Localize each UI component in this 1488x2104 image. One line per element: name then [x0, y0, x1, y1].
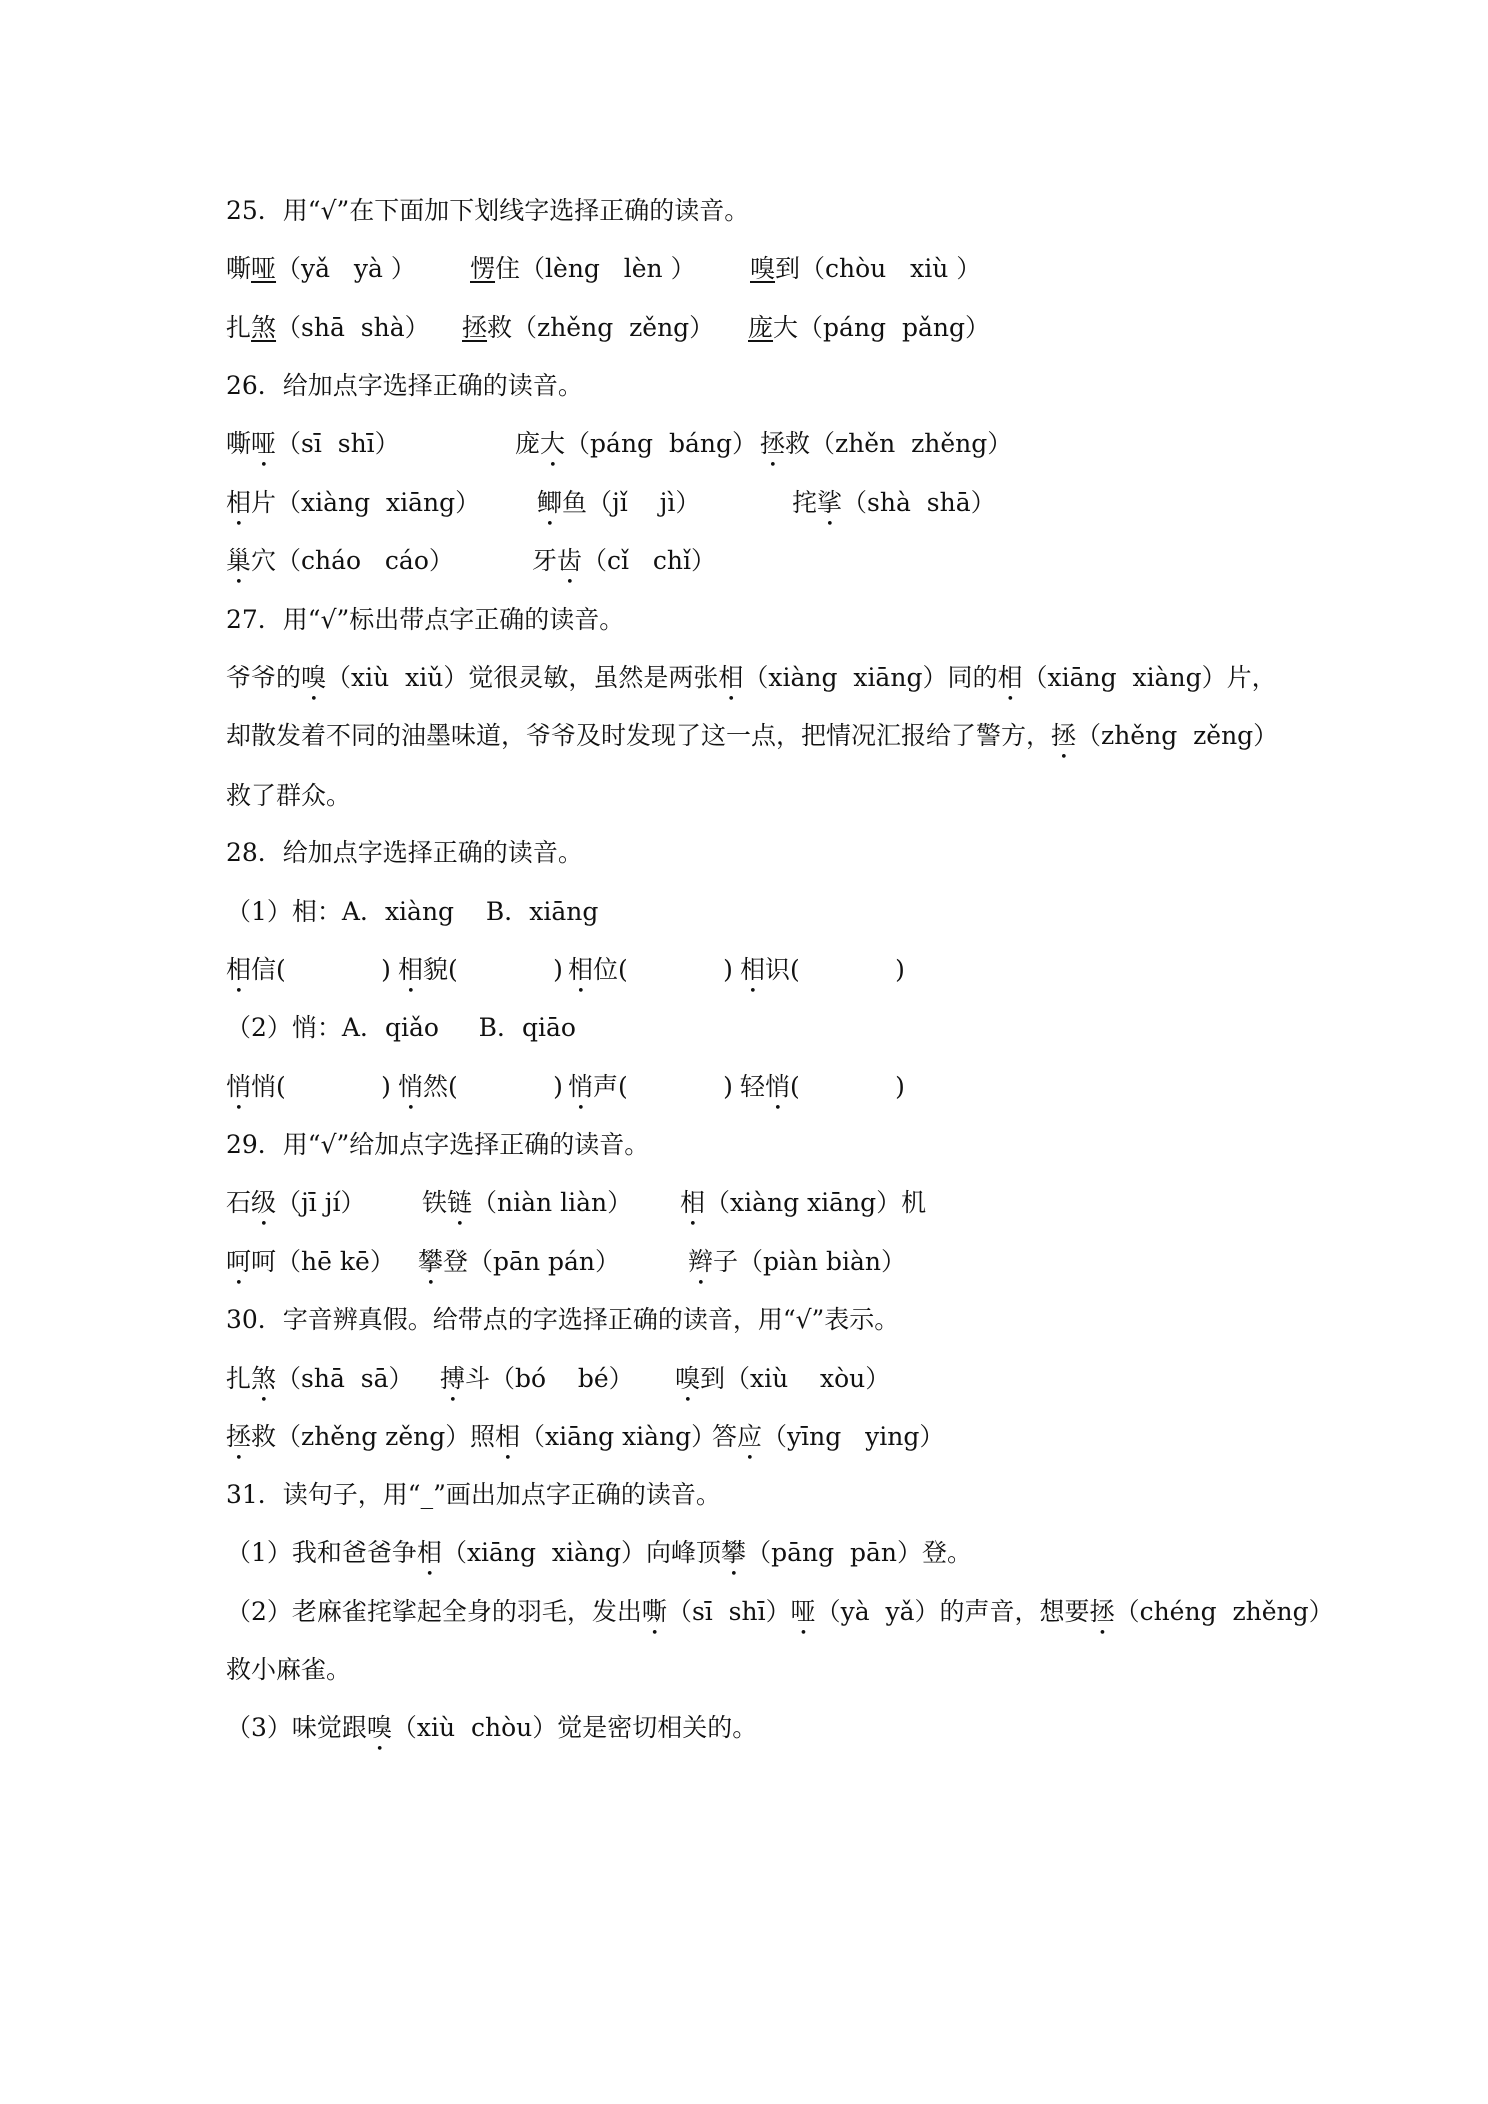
q26-item-8: 牙齿（cǐ chǐ） — [532, 546, 716, 575]
q25-item-6: 庞大（páng pǎng） — [748, 313, 990, 342]
q25-item-3: 嗅到（chòu xiù ） — [750, 254, 982, 283]
q29-stem: 29．用“√”给加点字选择正确的读音。 — [226, 1130, 650, 1159]
q31-sentence-3: （3）味觉跟嗅（xiù chòu）觉是密切相关的。 — [226, 1713, 758, 1742]
q28-blank-7: 悄声( ) — [568, 1072, 733, 1101]
q25-item-4: 扎煞（shā shà） — [226, 313, 430, 342]
q30-stem: 30．字音辨真假。给带点的字选择正确的读音，用“√”表示。 — [226, 1305, 900, 1334]
q31-sentence-1: （1）我和爸爸争相（xiāng xiàng）向峰顶攀（pāng pān）登。 — [226, 1538, 972, 1567]
q25-item-5: 拯救（zhěng zěng） — [462, 313, 715, 342]
q30-item-6: 答应（yīng ying） — [712, 1422, 945, 1451]
q29-item-1: 石级（jī jí） — [226, 1188, 366, 1217]
q27-stem: 27．用“√”标出带点字正确的读音。 — [226, 605, 625, 634]
q26-item-2: 庞大（páng báng） — [515, 429, 757, 458]
q28-stem: 28．给加点字选择正确的读音。 — [226, 838, 583, 867]
q28-blank-6: 悄然( ) — [398, 1072, 563, 1101]
q28-blank-5: 悄悄( ) — [226, 1072, 391, 1101]
q29-item-6: 辫子（piàn biàn） — [688, 1247, 906, 1276]
q26-item-4: 相片（xiàng xiāng） — [226, 488, 481, 517]
q31-stem: 31．读句子，用“_”画出加点字正确的读音。 — [226, 1480, 721, 1509]
q29-item-5: 攀登（pān pán） — [418, 1247, 620, 1276]
q27-line-3: 救了群众。 — [226, 781, 352, 810]
q29-item-4: 呵呵（hē kē） — [226, 1247, 395, 1276]
q26-item-6: 挓挲（shà shā） — [792, 488, 996, 517]
q25-item-1: 嘶哑（yǎ yà ） — [226, 254, 416, 283]
q26-item-1: 嘶哑（sī shī） — [226, 429, 400, 458]
q28-part-1: （1）相：A．xiàng B．xiāng — [226, 897, 599, 926]
q30-item-4: 拯救（zhěng zěng） — [226, 1422, 471, 1451]
q28-blank-4: 相识( ) — [740, 955, 905, 984]
q29-item-2: 铁链（niàn liàn） — [422, 1188, 633, 1217]
q28-part-2: （2）悄：A．qiǎo B．qiāo — [226, 1013, 576, 1042]
q31-sentence-2-cont: 救小麻雀。 — [226, 1655, 352, 1684]
q25-stem: 25．用“√”在下面加下划线字选择正确的读音。 — [226, 196, 750, 225]
q30-item-5: 照相（xiāng xiàng） — [470, 1422, 717, 1451]
q26-item-7: 巢穴（cháo cáo） — [226, 546, 454, 575]
q25-item-2: 愣住（lèng lèn ） — [470, 254, 696, 283]
q29-item-3: 相（xiàng xiāng）机 — [680, 1188, 927, 1217]
q27-line-1: 爷爷的嗅（xiù xiǔ）觉很灵敏，虽然是两张相（xiàng xiāng）同的相（xiāng xiàng）片， — [226, 663, 1277, 692]
q26-stem: 26．给加点字选择正确的读音。 — [226, 371, 583, 400]
q30-item-2: 搏斗（bó bé） — [440, 1364, 634, 1393]
q26-item-3: 拯救（zhěn zhěng） — [760, 429, 1013, 458]
q30-item-1: 扎煞（shā sā） — [226, 1364, 414, 1393]
q27-line-2: 却散发着不同的油墨味道，爷爷及时发现了这一点，把情况汇报给了警方，拯（zhěng zěng） — [226, 721, 1279, 750]
q28-blank-8: 轻悄( ) — [740, 1072, 905, 1101]
q31-sentence-2: （2）老麻雀挓挲起全身的羽毛，发出嘶（sī shī）哑（yà yǎ）的声音，想要拯（chéng zhěng） — [226, 1597, 1334, 1626]
q28-blank-2: 相貌( ) — [398, 955, 563, 984]
q28-blank-1: 相信( ) — [226, 955, 391, 984]
q28-blank-3: 相位( ) — [568, 955, 733, 984]
q30-item-3: 嗅到（xiù xòu） — [675, 1364, 891, 1393]
q26-item-5: 鲫鱼（jǐ jì） — [537, 488, 701, 517]
